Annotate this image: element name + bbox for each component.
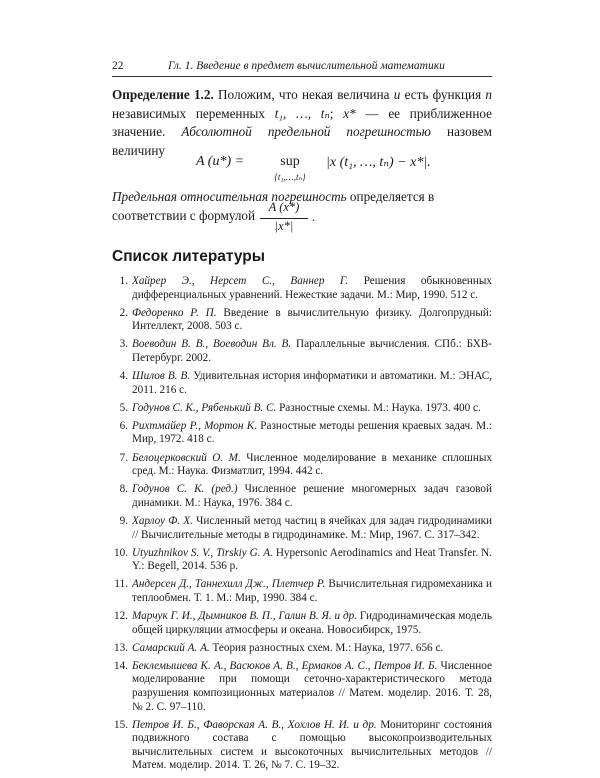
reference-text: Hypersonic Aerodinamics and Heat Transfer. N. Y.: Begell, 2014. 536 p. xyxy=(132,546,492,573)
reference-authors: Годунов С. К. (ред.) xyxy=(132,483,238,496)
reference-text: Параллельные вычисления. СПб.: БХВ-Петербург. 2002. xyxy=(132,338,492,364)
references-list xyxy=(112,275,492,778)
reference-number: 7. xyxy=(119,451,128,464)
reference-authors: Годунов С. К., Рябенький В. С. xyxy=(132,401,277,414)
reference-item xyxy=(112,452,492,479)
reference-authors: Харлоу Ф. Х. xyxy=(132,514,193,527)
reference-item xyxy=(112,275,492,302)
var-u: u xyxy=(393,87,401,102)
reference-item xyxy=(112,578,492,605)
reference-item xyxy=(112,610,492,637)
definition-block xyxy=(112,86,492,160)
reference-item xyxy=(112,547,492,574)
definition-text: Положим, что некая величина xyxy=(213,87,394,102)
reference-text: Удивительная история информатики и автоматики. М.: ЭНАС, 2011. 216 с. xyxy=(132,370,492,396)
reference-authors: Шилов В. В. xyxy=(132,370,191,383)
relative-error-formula xyxy=(258,200,338,240)
reference-text: Численное решение многомерных задач газовой динамики. М.: Наука, 1976. 384 с. xyxy=(132,483,492,509)
reference-number: 3. xyxy=(119,338,128,351)
header-rule xyxy=(112,76,492,77)
reference-text: Теория разностных схем. М.: Наука, 1977. 656 с. xyxy=(209,641,444,654)
reference-text: Мониторинг состояния подвижного состава с помощью высокопроизводительных вычислительных систем и высокоточных вычислительных методов // Матем. моделир. 2014. Т. 26, № 7. С. 19–32. xyxy=(132,718,493,772)
reference-number: 5. xyxy=(119,401,128,414)
reference-authors: Воеводин В. В., Воеводин Вл. В. xyxy=(132,338,292,351)
reference-authors: Беклемышева К. А., Васюков А. В., Ермаков А. С., Петров И. Б. xyxy=(132,659,438,672)
absolute-error-formula xyxy=(112,154,492,188)
reference-authors: Петров И. Б., Фаворская А. В., Хохлов Н. И. и др. xyxy=(132,718,377,731)
reference-number: 8. xyxy=(119,483,128,496)
var-x-star: x* xyxy=(343,105,356,121)
reference-text: Численный метод частиц в ячейках для задач гидродинамики // Вычислительные методы в гидродинамике. М.: Мир, 1967. С. 317–342. xyxy=(132,514,492,541)
reference-item xyxy=(112,642,492,656)
reference-number: 14. xyxy=(114,659,128,672)
reference-text: Вычислительная гидромеханика и теплообмен. Т. 1. М.: Мир, 1990. 384 с. xyxy=(132,578,492,604)
reference-item xyxy=(112,660,492,714)
reference-number: 12. xyxy=(114,609,128,622)
reference-item xyxy=(112,420,492,447)
reference-text: Разностные методы решения краевых задач. М.: Мир, 1972. 418 с. xyxy=(132,419,492,446)
reference-number: 4. xyxy=(119,370,128,383)
reference-authors: Хайрер Э., Нерсет С., Ваннер Г. xyxy=(132,275,349,287)
reference-item xyxy=(112,515,492,542)
reference-number: 2. xyxy=(119,306,128,319)
reference-text: Численное моделирование в механике сплошных сред. М.: Наука. Физматлит, 1994. 442 с. xyxy=(132,451,492,478)
reference-number: 6. xyxy=(119,419,128,432)
reference-authors: Самарский А. А. xyxy=(132,641,210,654)
reference-item xyxy=(112,483,492,510)
references-heading: Список литературы xyxy=(112,248,266,265)
var-n: n xyxy=(485,87,492,102)
definition-text: независимых переменных xyxy=(112,105,275,121)
formula-sup-subscript: {t₁,…,tₙ} xyxy=(274,172,306,182)
reference-authors: Андерсен Д., Таннехилл Дж., Плетчер Р. xyxy=(132,578,326,591)
reference-text: Гидродинамическая модель общей циркуляции атмосферы и океана. Новосибирск, 1975. xyxy=(132,609,492,636)
reference-number: 9. xyxy=(119,514,128,527)
reference-item xyxy=(112,402,492,416)
reference-item xyxy=(112,370,492,397)
reference-text: Решения обыкновенных дифференциальных уравнений. Нежесткие задачи. М.: Мир, 1990. 512 с. xyxy=(132,275,492,301)
reference-item xyxy=(112,307,492,334)
vars-t: t₁, …, tₙ xyxy=(274,105,330,121)
reference-authors: Федоренко Р. П. xyxy=(132,306,217,319)
reference-number: 1. xyxy=(119,275,128,287)
running-title: Гл. 1. Введение в предмет вычислительной математики xyxy=(168,60,445,72)
reference-authors: Белоцерковский О. М. xyxy=(132,451,241,464)
definition-text: — ее приближенное значение. xyxy=(112,105,493,139)
absolute-error-term: Абсолютной предельной погрешностью xyxy=(181,124,431,139)
reference-item xyxy=(112,719,492,773)
page-number: 22 xyxy=(112,60,124,72)
definition-text: ; xyxy=(329,105,344,121)
fraction-numerator: A (x*) xyxy=(268,200,300,214)
relative-error-term: Предельная относительная погрешность xyxy=(112,189,347,204)
reference-number: 15. xyxy=(114,718,128,731)
relative-error-text: определяется в соответствии с формулой xyxy=(112,189,435,223)
running-header xyxy=(112,60,492,76)
reference-text: Введение в вычислительную физику. Долгопрудный: Интеллект, 2008. 503 с. xyxy=(132,306,492,333)
formula-rhs: |x (t₁, …, tₙ) − x*|. xyxy=(326,155,431,170)
definition-text: назовем величину xyxy=(112,124,493,158)
formula-sup: sup xyxy=(280,154,300,169)
definition-text: есть функция xyxy=(400,87,486,102)
reference-number: 11. xyxy=(114,578,128,591)
reference-authors: Рихтмайер Р., Мортон К. xyxy=(132,419,258,432)
reference-item xyxy=(112,338,492,365)
reference-number: 13. xyxy=(114,641,128,654)
reference-text: Разностные схемы. М.: Наука. 1973. 400 с. xyxy=(276,401,481,414)
reference-number: 10. xyxy=(114,546,128,559)
formula-lhs: A (u*) = xyxy=(196,154,245,169)
reference-text: Численное моделирование при помощи сеточно-характеристического метода разрушения композиционных материалов // Матем. моделир. 2016. Т. 28, № 2. С. 97–110. xyxy=(132,659,492,713)
reference-authors: Utyuzhnikov S. V., Tirskiy G. A. xyxy=(132,546,273,559)
definition-label: Определение 1.2. xyxy=(112,87,214,102)
reference-authors: Марчук Г. И., Дымников В. П., Галин В. Я. и др. xyxy=(132,609,358,622)
fraction-denominator: |x*| xyxy=(274,219,294,233)
fraction-end: . xyxy=(312,210,316,224)
